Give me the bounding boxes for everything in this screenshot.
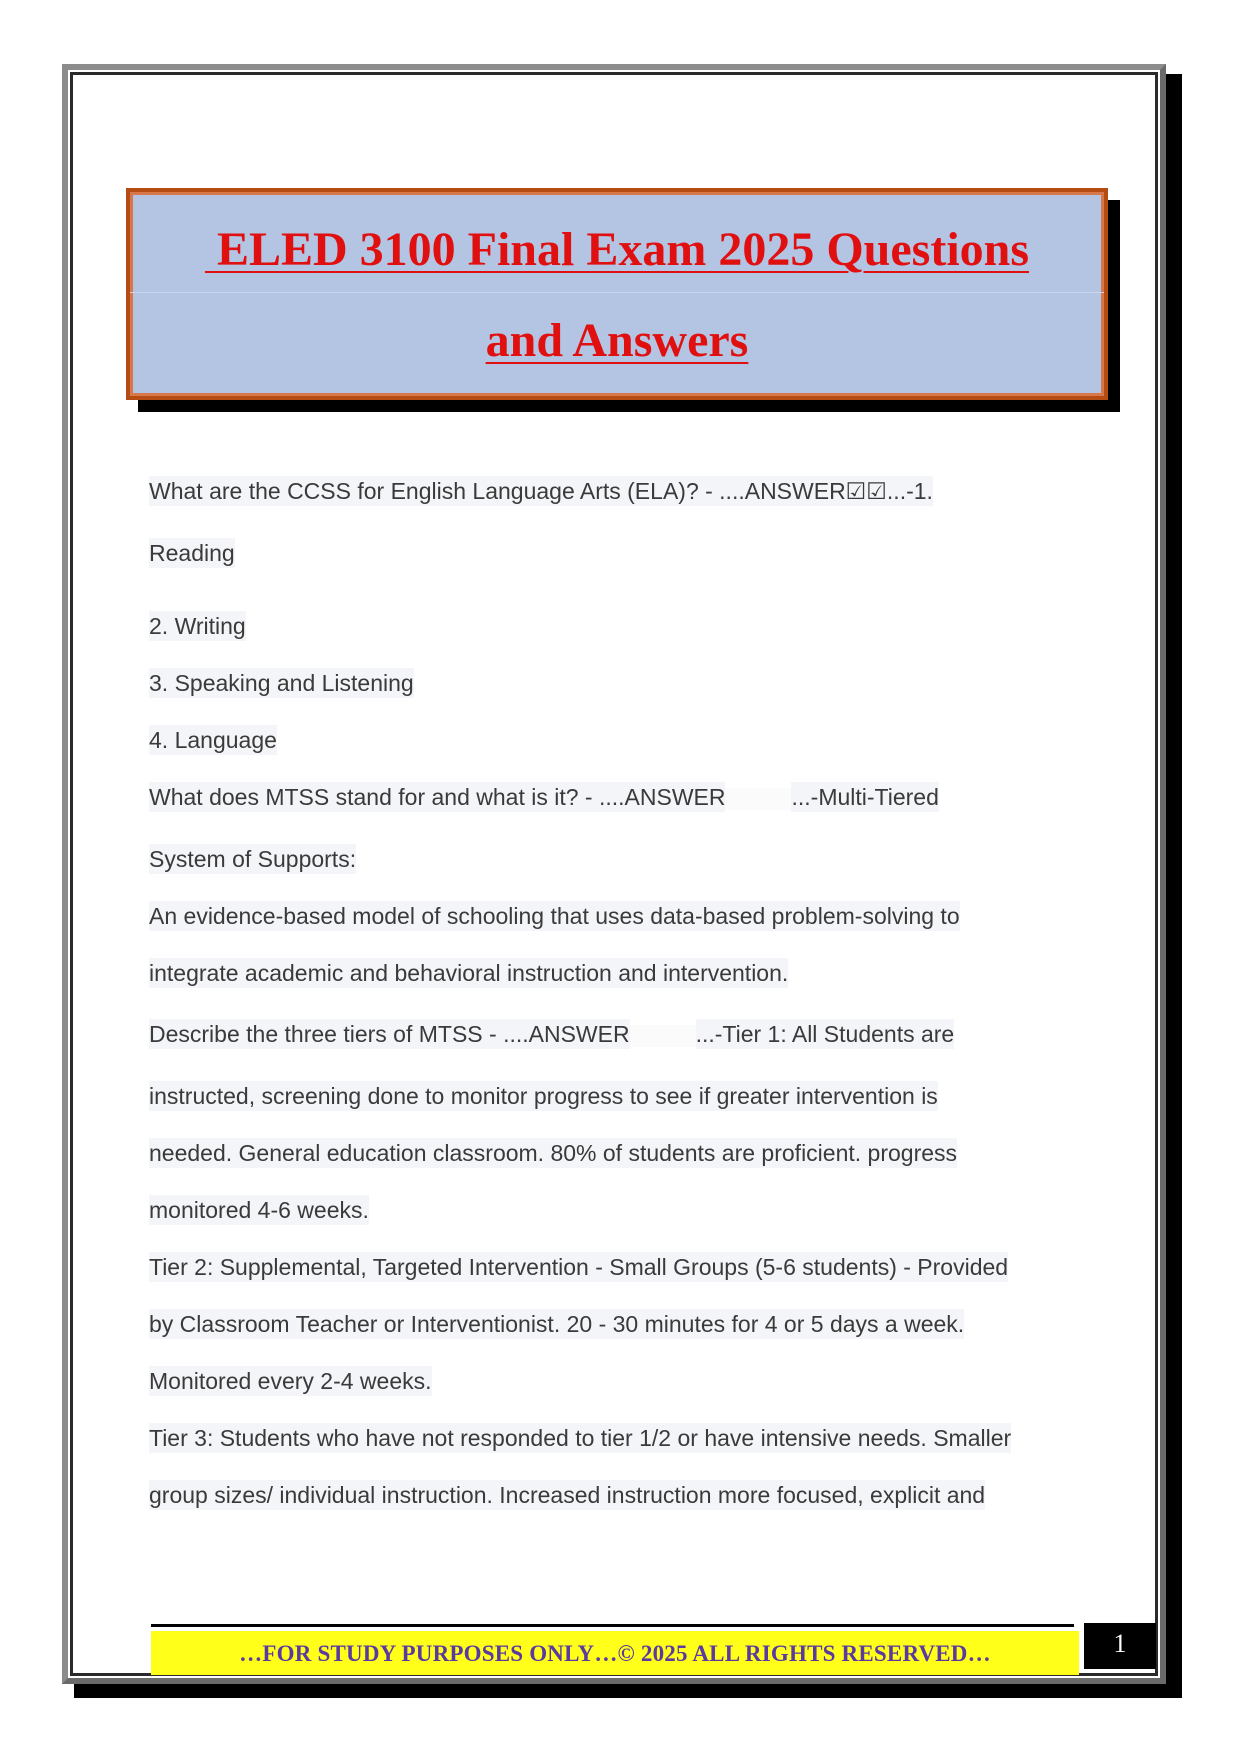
body-line: System of Supports: [149, 846, 357, 872]
body-line: What are the CCSS for English Language Arts (ELA)? - ....ANSWER☑☑...-1. [149, 478, 933, 504]
document-title [150, 204, 1084, 386]
body-line: What does MTSS stand for and what is it? - ....ANSWER ...-Multi-Tiered [149, 784, 939, 810]
footer-rule [151, 1624, 1074, 1627]
body-line: 4. Language [149, 727, 277, 753]
body-line: group sizes/ individual instruction. Increased instruction more focused, explicit and [149, 1482, 986, 1508]
body-line: instructed, screening done to monitor progress to see if greater intervention is [149, 1083, 938, 1109]
title-box [126, 188, 1108, 400]
answer-gap [725, 788, 791, 810]
body-line: by Classroom Teacher or Interventionist. 20 - 30 minutes for 4 or 5 days a week. [149, 1311, 965, 1337]
body-line: Tier 3: Students who have not responded to tier 1/2 or have intensive needs. Smaller [149, 1425, 1012, 1451]
title-line-1: ELED 3100 Final Exam 2025 Questions [204, 223, 1030, 276]
body-line: 2. Writing [149, 613, 246, 639]
body-line: Describe the three tiers of MTSS - ....ANSWER ...-Tier 1: All Students are [149, 1021, 955, 1047]
body-line: An evidence-based model of schooling that uses data-based problem-solving to [149, 903, 960, 929]
body-line: needed. General education classroom. 80% of students are proficient. progress [149, 1140, 958, 1166]
body-line: monitored 4-6 weeks. [149, 1197, 369, 1223]
title-line-2: and Answers [485, 314, 749, 367]
answer-gap [630, 1025, 696, 1047]
body-line: Reading [149, 540, 235, 566]
body-line: Tier 2: Supplemental, Targeted Intervention - Small Groups (5-6 students) - Provided [149, 1254, 1009, 1280]
body-line: Monitored every 2-4 weeks. [149, 1368, 432, 1394]
body-line: integrate academic and behavioral instruction and intervention. [149, 960, 789, 986]
body-line: 3. Speaking and Listening [149, 670, 414, 696]
page-number: 1 [1084, 1623, 1156, 1669]
footer-notice: …FOR STUDY PURPOSES ONLY…© 2025 ALL RIGHTS RESERVED… [151, 1631, 1079, 1675]
